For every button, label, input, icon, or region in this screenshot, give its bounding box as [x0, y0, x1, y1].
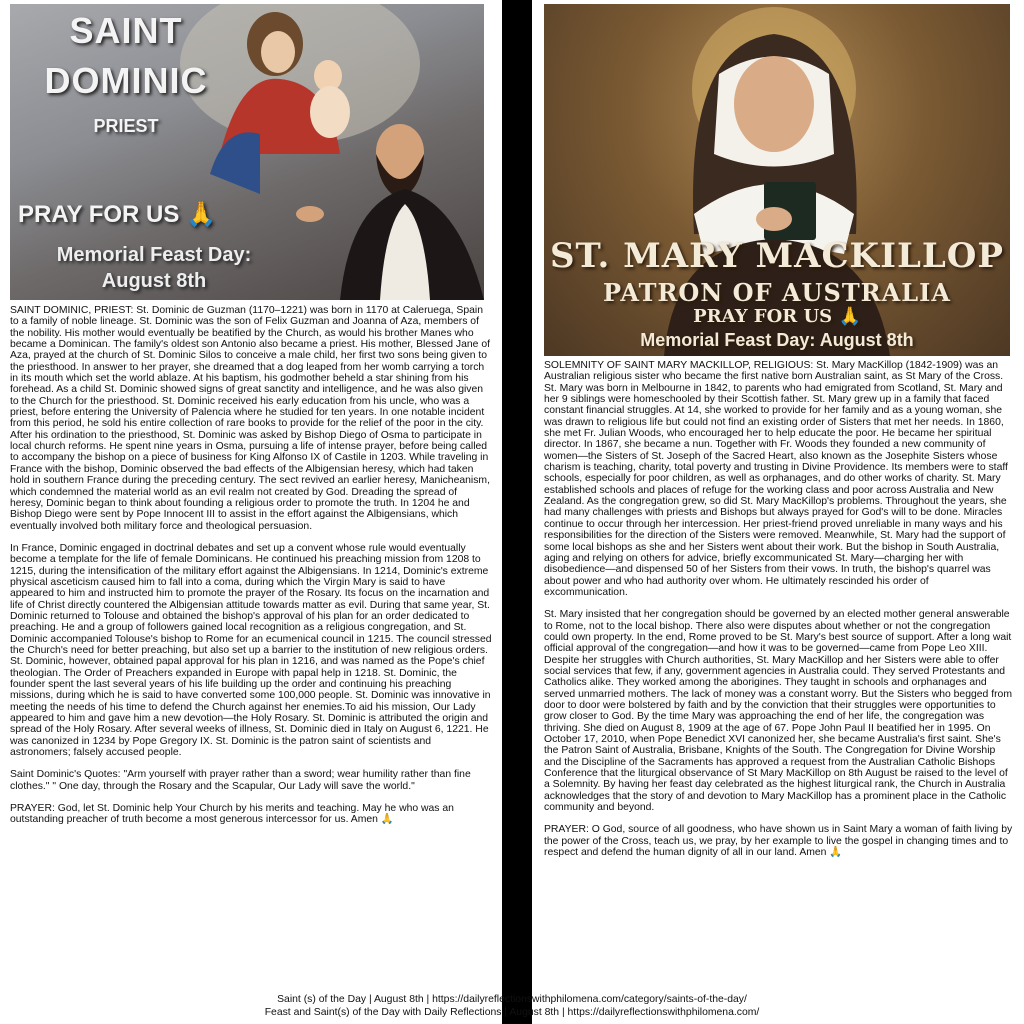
dominic-title-name: DOMINIC [44, 60, 208, 101]
dominic-paragraph-prayer: PRAYER: God, let St. Dominic help Your Church by his merits and teaching. May he who was an outstanding preacher of truth become a most generous intercessor for us. Amen 🙏 [10, 803, 454, 826]
mackillop-title-patron: PATRON OF AUSTRALIA [603, 278, 951, 307]
dominic-feast-date: August 8th [101, 270, 207, 292]
mary-mackillop-image [544, 4, 1010, 356]
center-divider [502, 0, 532, 1024]
mackillop-paragraph-prayer: PRAYER: O God, source of all goodness, who have shown us in Saint Mary a woman of faith living by the power of the Cross, teach us, we pray, by her example to live the gospel in changing times and to respect and defend the human dignity of all in our land. Amen 🙏 [544, 824, 1013, 859]
dominic-pray-for-us: PRAY FOR US 🙏 [18, 201, 216, 228]
dominic-feast-label: Memorial Feast Day: [56, 244, 252, 266]
dominic-title-priest: PRIEST [93, 116, 159, 136]
mackillop-paragraph-biography: SOLEMNITY OF SAINT MARY MACKILLOP, RELIGIOUS: St. Mary MacKillop (1842-1909) was an Australian religious sister who became the first native born Australian saint, as St Mary of the Cross. St. Mary was born in Melbourne in 1842, to parents who had emigrated from Scotland, St. Mary and her 9 siblings were homeschooled by their Scottish father. St. Mary grew up in a family that faced constant financial struggles. At 14, she worked to provide for her family and as a young woman, she was drawn to religious life but could not find an existing order of Sisters that met her needs. In 1860, she met Fr. Julian Woods, who encouraged her to help educate the poor. He became her spiritual director. In 1867, she became a nun. Together with Fr. Woods they founded a new community of women—the Sisters of St. Joseph of the Sacred Heart, also known as the Josephite Sisters whose charism is teaching, charity, total poverty and trusting in Divine Providence. Its members were to staff schools, especially for poor children, as well as orphanages, and do other works of charity. St. Mary established schools and places of refuge for the working class and poor across Australia and New Zealand. As the congregation grew, so did St. Mary MacKillop's problems. Throughout the years, she had many challenges with priests and Bishops but always prayed for God's will to be done. Miracles continue to occur through her intercession. Her priest-friend proved unreliable in many ways and his responsibilities for the direction of the Sisters were removed. Meanwhile, St. Mary had the support of some local bishops as she and her Sisters went about their work. But the bishop in South Australia, aging and relying on others for advice, briefly excommunicated St. Mary—charging her with disobedience—and dispensed 50 of her Sisters from their vows. In truth, the bishop's quarrel was about power and who had authority over whom. He ultimately rescinded his order of excommunication. [544, 360, 1008, 598]
footer-saints-link[interactable]: Saint (s) of the Day | August 8th | https://dailyreflectionswithphilomena.com/category/saints-of-the-day/ [277, 994, 747, 1005]
dominic-article [10, 305, 492, 837]
mackillop-feast-day: Memorial Feast Day: August 8th [640, 330, 914, 350]
dominic-paragraph-france: In France, Dominic engaged in doctrinal debates and set up a convent whose rule would eventually become a template for the life of female Dominicans. He continued his preaching mission from 1208 to 1215, during the intensification of the military effort against the Albigensians. In 1214, Dominic's extreme physical asceticism caused him to fall into a coma, during which the Virgin Mary is said to have appeared to him and instructed him to promote the prayer of the Rosary. Its focus on the incarnation and life of Christ directly countered the Albigensian attitude towards matter as evil. During that same year, St. Dominic returned to Tolouse and obtained the bishop's approval of his plan for an order dedicated to preaching. He and a group of followers gained local recognition as a religious congregation, and St. Dominic accompanied Tolouse's bishop to Rome for an ecumenical council in 1215. The council stressed the Church's need for better preaching, but also set up a barrier to the institution of new religious orders. St. Dominic, however, obtained papal approval for his plan in 1216, and was named as the Pope's chief theologian. The Order of Preachers expanded in Europe with papal help in 1218. St. Dominic, the founder spent the last several years of his life building up the order and continuing his preaching missions, during which he is said to have converted some 100,000 people. St. Dominic was innovative in meeting the needs of his time to defend the Church against her enemies.To aid his mission, Our Lady appeared to him and gave him a new devotion—the Holy Rosary. St. Dominic is attributed the origin and spread of the Holy Rosary. After several weeks of illness, St. Dominic died in Italy on August 6, 1221. He was canonized in 1234 by Pope Gregory IX. St. Dominic is the patron saint of scientists and astronomers; falsely accused people. [10, 542, 492, 759]
saint-dominic-image [10, 4, 484, 300]
dominic-paragraph-quotes: Saint Dominic's Quotes: "Arm yourself with prayer rather than a sword; wear humility rather than fine clothes." " One day, through the Rosary and the Scapular, Our Lady will save the world." [10, 769, 471, 792]
mackillop-article [544, 360, 1014, 869]
mackillop-paragraph-congregation: St. Mary insisted that her congregation should be governed by an elected mother general answerable to Rome, not to the local bishop. There also were disputes about whether or not the congregation could own property. In the end, Rome proved to be St. Mary's best source of support. After a long wait official approval of the congregation—and how it was to be governed—came from Pope Leo XIII. Despite her struggles with Church authorities, St. Mary MacKillop and her Sisters were able to offer social services that few, if any, government agencies in Australia could. They served Protestants and Catholics alike. They worked among the aborigines. They taught in schools and orphanages and served unmarried mothers. The lack of money was a constant worry. But the Sisters who begged from door to door were bolstered by faith and by the conviction that their struggles were opportunities to grow closer to God. By the time Mary was approaching the end of her life, the congregation was thriving. She died on August 8, 1909 at the age of 67. Pope John Paul II beatified her in 1995. On October 17, 2010, when Pope Benedict XVI canonized her, she became Australia's first saint. She's the Patron Saint of Australia, Brisbane, Knights of the South. The Congregation for Divine Worship and the Discipline of the Sacraments has approved a request from the Australian Catholic Bishops Conference that the liturgical observance of St Mary MacKillop on 8th August be raised to the level of a Solemnity. By having her feast day celebrated as the highest liturgical rank, the Church in Australia acknowledges that the story of and devotion to Mary MacKillop has a prominent place in the Catholic community and beyond. [544, 609, 1012, 814]
footer-reflections-link[interactable]: Feast and Saint(s) of the Day with Daily Reflections | August 8th | https://dailyreflectionswithphilomena.com/ [264, 1007, 760, 1018]
mackillop-pray-for-us: PRAY FOR US 🙏 [693, 306, 861, 327]
dominic-title-saint: SAINT [69, 10, 183, 51]
mackillop-title-name: ST. MARY MACKILLOP [549, 236, 1004, 276]
dominic-paragraph-biography: SAINT DOMINIC, PRIEST: St. Dominic de Guzman (1170–1221) was born in 1170 at Caleruega, Spain to a family of noble lineage. St. Dominic was the son of Felix Guzman and Joanna of Aza, members of the nobility. His mother would eventually be beatified by the Church, as would his brother Manes who became a Dominican. The family's oldest son Antonio also became a priest. His mother, Blessed Jane of Aza, prayed at the church of St. Dominic Silos to conceive a male child, her first two sons being given to the priesthood. In answer to her prayer, she dreamed that a dog leaped from her womb carrying a torch in its mouth which set the world ablaze. At his baptism, his godmother beheld a star shining from his forehead. As a child St. Dominic showed signs of great sanctity and intelligence, and he was also given to the Church for the priesthood. St. Dominic received his early education from his uncle, who was a priest, before entering the University of Palencia where he studied for ten years. In one notable incident from this period, he sold his entire collection of rare books to provide for the relief of the poor in the city. After his ordination to the priesthood, St. Dominic was asked by Bishop Diego of Osma to participate in local church reforms. He spent nine years in Osma, pursuing a life of intense prayer, before being called to accompany the bishop on a piece of business for King Alfonso IX of Castile in 1203. While traveling in France with the bishop, Dominic observed the bad effects of the Albigensian heresy, which had taken hold in southern France during the preceding century. The sect revived an earlier heresy, Manicheanism, which condemned the material world as an evil realm not created by God. Dreading the spread of heresy, Dominic began to think about founding a religious order to promote the truth. In 1204 he and Bishop Diego were sent by Pope Innocent III to assist in the effort against the Albigensians, which eventually involved both military force and theological persuasion. [10, 305, 491, 532]
